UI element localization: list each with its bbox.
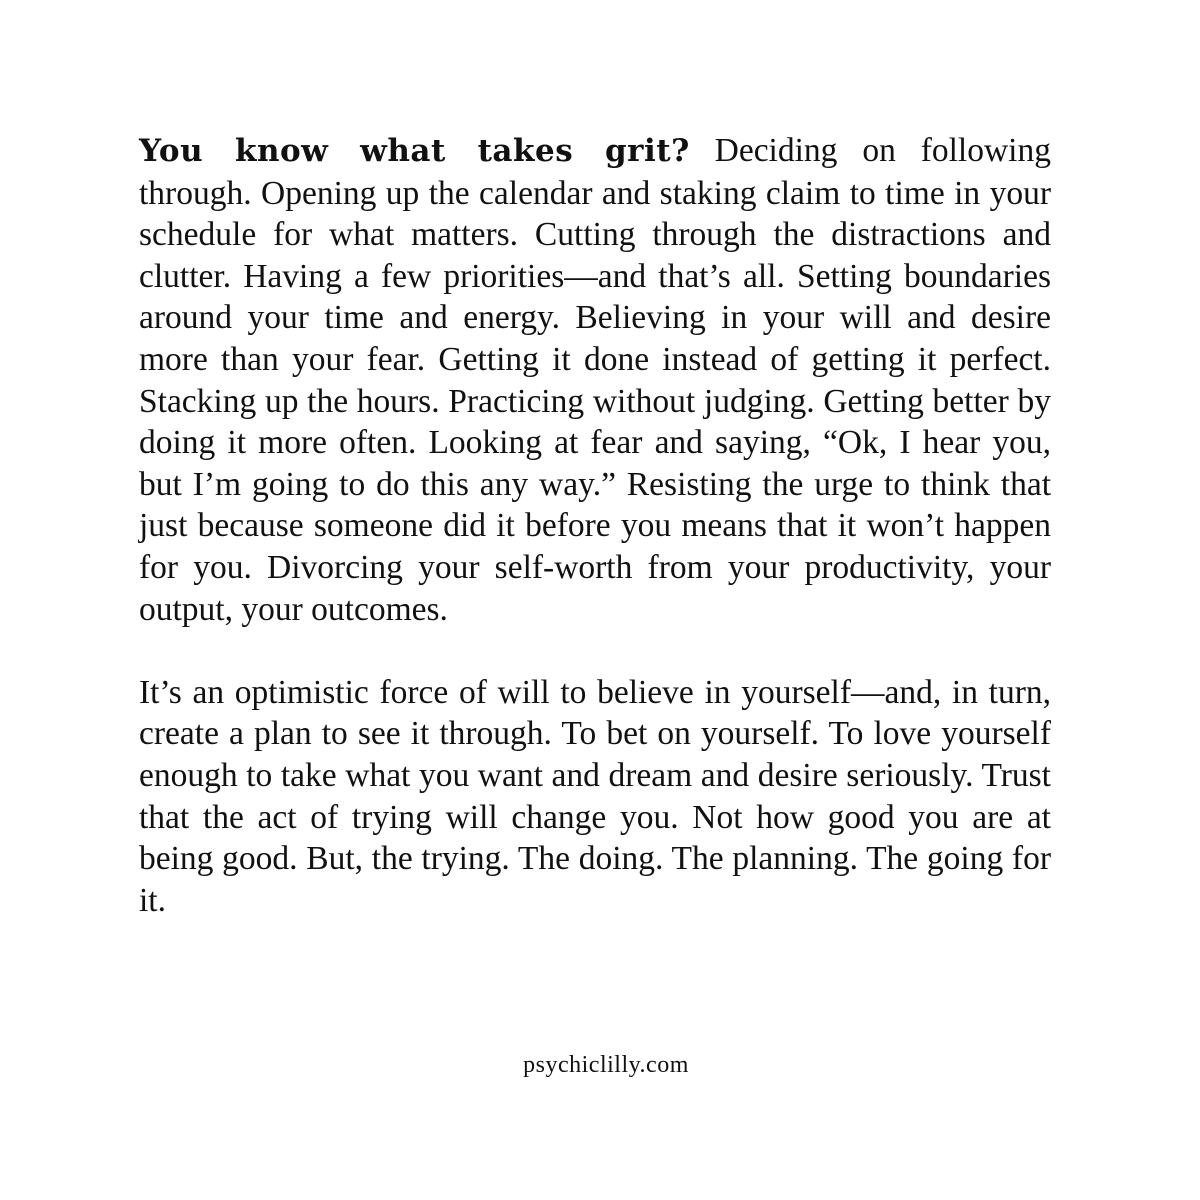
paragraph-1-text: Deciding on following through. Opening up the calendar and staking claim to time in your schedule for what matters. Cutting through the distractions and clutter. Having a few priorities—and that’s all. Setting boundaries around your time and energy. Believing in your will and desire more than your fear. Getting it done instead of getting it perfect. Stacking up the hours. Practicing without judging. Getting better by doing it more often. Looking at fear and saying, “Ok, I hear you, but I’m going to do this any way.” Resisting the urge to think that just because someone did it before you means that it won’t happen for you. Divorcing your self-worth from your productivity, your output, your outcomes. [139, 132, 1051, 628]
paragraph-1 [139, 130, 1051, 630]
paragraph-2 [139, 672, 1051, 922]
lead-heading: You know what takes grit? [139, 133, 690, 169]
paragraph-2-text: It’s an optimistic force of will to believe in yourself—and, in turn, create a plan to see it through. To bet on yourself. To love yourself enough to take what you want and dream and desire seriously. Trust that the act of trying will change you. Not how good you are at being good. But, the trying. The doing. The planning. The going for it. [139, 673, 1051, 919]
footer-site: psychiclilly.com [523, 1052, 689, 1078]
quote-body [139, 130, 1051, 921]
